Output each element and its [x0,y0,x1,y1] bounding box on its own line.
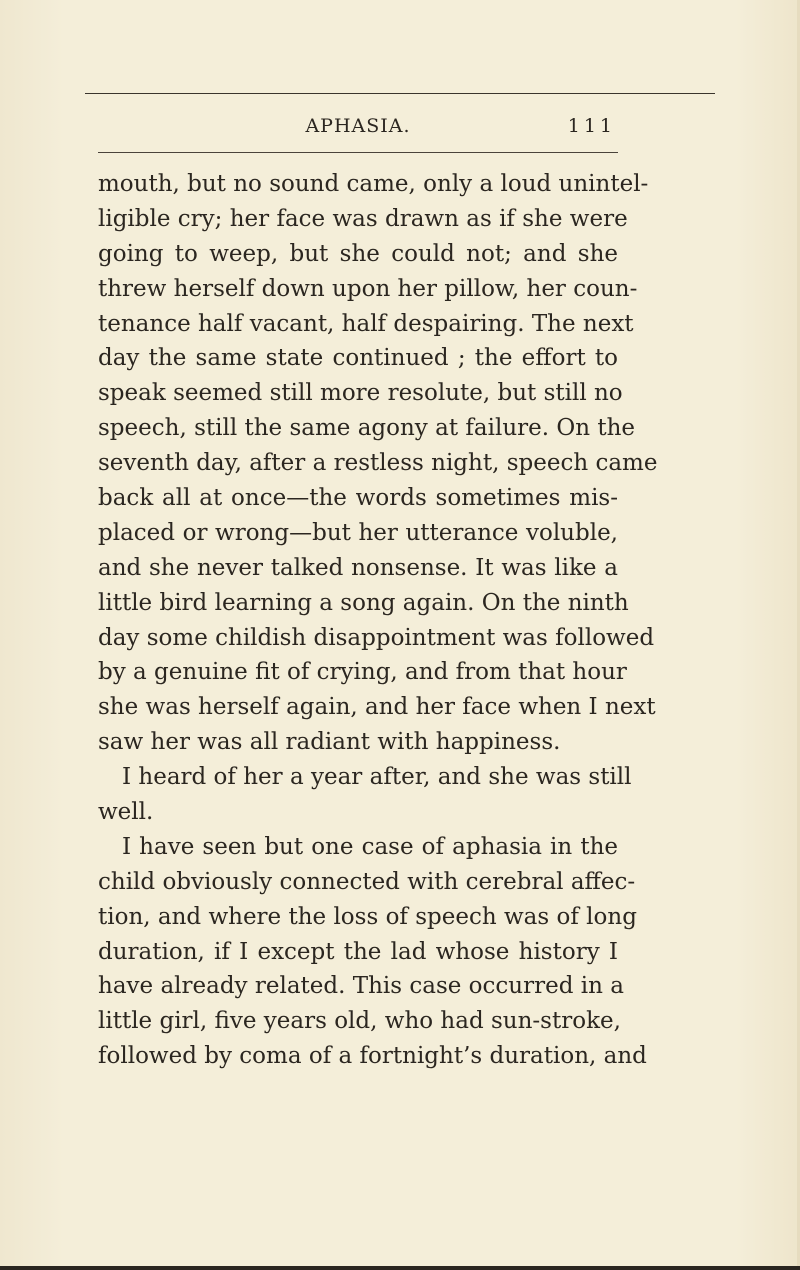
text-line: day the same state continued ; the effort to [98,345,618,372]
bottom-edge [0,1266,800,1270]
running-title: APHASIA. [305,115,411,137]
text-line: speech, still the same agony at failure. On the [98,415,636,442]
page-header [98,114,618,138]
text-line: going to weep, but she could not; and she [98,240,618,267]
text-line: child obviously connected with cerebral affec- [98,868,636,895]
text-line: she was herself again, and her face when I next [98,694,656,721]
text-line: placed or wrong—but her utterance voluble, [98,519,618,546]
text-line: followed by coma of a fortnight’s duration, and [98,1043,647,1070]
text-line: have already related. This case occurred in a [98,973,624,1000]
text-line: tenance half vacant, half despairing. The next [98,310,634,337]
paragraph-end-line: saw her was all radiant with happiness. [98,729,561,756]
text-line: back all at once—the words sometimes mis- [98,485,618,512]
paragraph-start-line: I have seen but one case of aphasia in the [122,833,618,860]
text-line: threw herself down upon her pillow, her coun- [98,275,638,302]
page-number: 111 [567,115,616,137]
paragraph-end-line: well. [98,799,154,826]
text-line: duration, if I except the lad whose history I [98,938,618,965]
text-line: by a genuine fit of crying, and from that hour [98,659,627,686]
header-rule [98,152,618,153]
text-line: and she never talked nonsense. It was like a [98,554,618,581]
text-line: speak seemed still more resolute, but still no [98,380,623,407]
text-line: mouth, but no sound came, only a loud unintel- [98,171,649,197]
text-line: seventh day, after a restless night, speech came [98,450,658,477]
text-line: tion, and where the loss of speech was of long [98,903,637,930]
body-text [98,167,658,1074]
text-line: day some childish disappointment was followed [98,624,655,651]
text-line: ligible cry; her face was drawn as if she were [98,205,628,232]
text-line: little girl, five years old, who had sun-stroke, [98,1008,621,1035]
top-rule [85,93,715,94]
text-line: little bird learning a song again. On the ninth [98,589,629,616]
paragraph-start-line: I heard of her a year after, and she was still [122,764,632,791]
